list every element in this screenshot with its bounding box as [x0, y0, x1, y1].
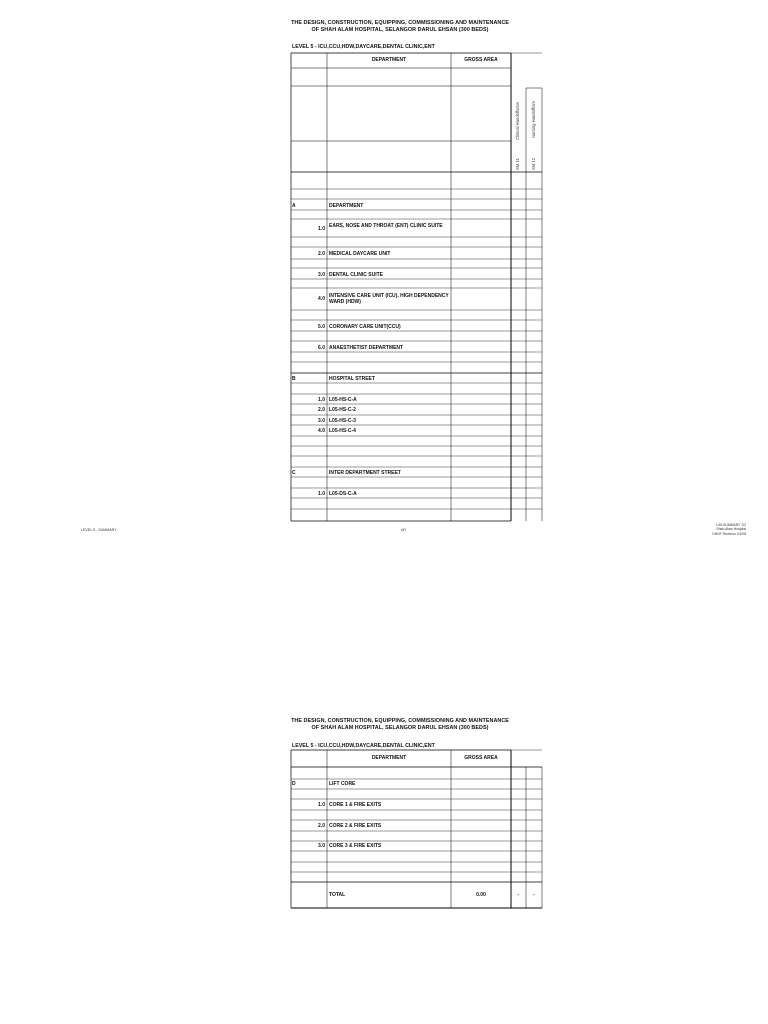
gross-area-column-header: GROSS AREA: [464, 755, 498, 761]
title-line-1: THE DESIGN, CONSTRUCTION, EQUIPPING, COMMISSIONING AND MAINTENANCE: [291, 20, 509, 26]
footer-right-line-3: DHNT Revision 2/1/08: [712, 531, 746, 535]
row-number: 1.0: [318, 397, 325, 403]
footer-left: LEVEL 5 - SUMMARY: [81, 528, 117, 532]
title-line-1: THE DESIGN, CONSTRUCTION, EQUIPPING, COMMISSIONING AND MAINTENANCE: [291, 718, 509, 724]
level-heading: LEVEL 5 - ICU,CCU,HDW,DAYCARE,DENTAL CLINIC,ENT: [292, 743, 435, 749]
row-name: CORE 2 & FIRE EXITS: [329, 823, 382, 829]
total-label: TOTAL: [329, 892, 346, 898]
footer-right-line-1: L05-SUMMARY 1/2: [716, 523, 746, 527]
vertical-header-1: Clinical Handoffs/sm: [515, 101, 520, 140]
title-line-2: OF SHAH ALAM HOSPITAL, SELANGOR DARUL EHSAN (300 BEDS): [311, 27, 489, 33]
row-number: 3.0: [318, 272, 325, 278]
row-number: 4.0: [318, 428, 325, 434]
row-number: 2.0: [318, 251, 325, 257]
row-number: 2.0: [318, 823, 325, 829]
section-name: LIFT CORE: [329, 781, 356, 787]
section-name: DEPARTMENT: [329, 203, 364, 209]
row-number: 3.0: [318, 418, 325, 424]
total-gross-area: 0.00: [476, 892, 486, 898]
row-name: INTENSIVE CARE UNIT (ICU), HIGH DEPENDENCY WARD (HDW): [329, 293, 449, 305]
total-column-1: -: [517, 892, 520, 898]
total-column-2: -: [533, 892, 535, 898]
vertical-header-3: SM 11: [515, 158, 520, 170]
row-number: 4.0: [318, 296, 325, 302]
vertical-header-4: SM 12: [531, 157, 536, 170]
section-code: B: [292, 376, 296, 382]
row-name: L05-DS-C-A: [329, 491, 357, 497]
section-code: C: [292, 470, 296, 476]
gross-area-column-header: GROSS AREA: [464, 57, 498, 63]
row-number: 1.0: [318, 226, 325, 232]
row-number: 6.0: [318, 345, 325, 351]
department-column-header: DEPARTMENT: [371, 755, 407, 761]
row-name: L05-HS-C-A: [329, 397, 357, 403]
section-name: INTER DEPARTMENT STREET: [329, 470, 401, 476]
row-number: 5.0: [318, 324, 325, 330]
row-name: L05-HS-C-4: [329, 428, 356, 434]
section-code: A: [292, 203, 296, 209]
section-name: HOSPITAL STREET: [329, 376, 375, 382]
row-name: CORE 3 & FIRE EXITS: [329, 843, 382, 849]
row-number: 1.0: [318, 802, 325, 808]
row-number: 3.0: [318, 843, 325, 849]
row-name: L05-HS-C-2: [329, 407, 356, 413]
row-number: 1.0: [318, 491, 325, 497]
row-name: EARS, NOSE AND THROAT (ENT) CLINIC SUITE: [329, 223, 443, 229]
level-heading: LEVEL 5 - ICU,CCU,HDW,DAYCARE,DENTAL CLINIC,ENT: [292, 44, 435, 50]
row-name: CORE 1 & FIRE EXITS: [329, 802, 382, 808]
row-number: 2.0: [318, 407, 325, 413]
row-name: ANAESTHETIST DEPARTMENT: [329, 345, 404, 351]
row-name: MEDICAL DAYCARE UNIT: [329, 251, 391, 257]
row-name: L05-HS-C-3: [329, 418, 356, 424]
department-column-header: DEPARTMENT: [371, 57, 407, 63]
section-code: D: [292, 781, 296, 787]
vertical-header-2: Nursing Handoff/sm: [531, 101, 536, 138]
title-line-2: OF SHAH ALAM HOSPITAL, SELANGOR DARUL EHSAN (300 BEDS): [311, 725, 489, 731]
footer-center: AR: [401, 528, 406, 532]
footer-right-line-2: Shah Alam Hospital: [716, 527, 746, 532]
row-name: DENTAL CLINIC SUITE: [329, 272, 383, 278]
row-name: CORONARY CARE UNIT(CCU): [329, 324, 401, 330]
